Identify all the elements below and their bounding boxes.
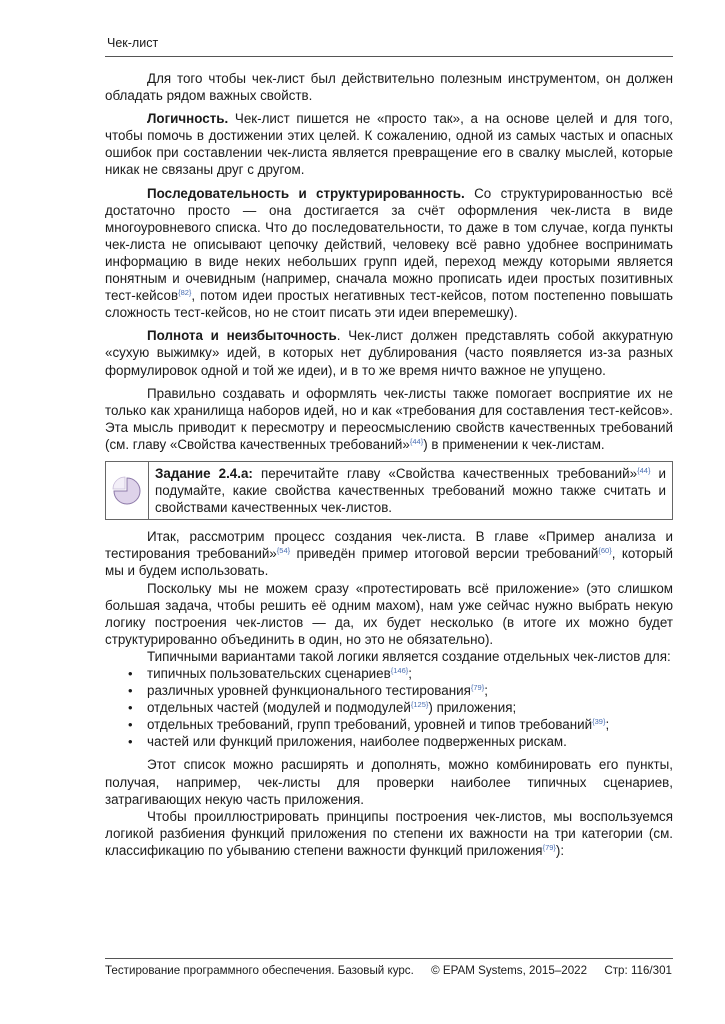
header-divider xyxy=(105,56,673,57)
task-text: Задание 2.4.a: перечитайте главу «Свойства качественных требований»$^{\{44\}}$ и подумайте, какие свойства качественных требований можно также считать и свойствами качественных чек-листов. xyxy=(155,465,667,516)
reference-link[interactable]: {54} xyxy=(276,546,291,556)
term-completeness: Полнота и неизбыточность xyxy=(147,328,337,344)
paragraph-extend: Этот список можно расширять и дополнять, можно комбинировать его пункты, получая, например, чек-листы для проверки наиболее типичных сценариев, затрагивающих некую часть приложения. xyxy=(105,757,673,807)
reference-link[interactable]: {146} xyxy=(390,666,409,675)
footer-divider xyxy=(105,958,673,959)
task-icon-cell xyxy=(106,462,149,519)
footer-book-title: Тестирование программного обеспечения. Базовый курс. xyxy=(105,964,414,977)
list-item: • отдельных частей (модулей и подмодулей$^{\{125\}}$) приложения; xyxy=(105,699,673,716)
paragraph-variants: Типичными вариантами такой логики является создание отдельных чек-листов для: xyxy=(147,648,671,664)
paragraph-logic: Логичность. Чек-лист пишется не «просто так», а на основе целей и для того, чтобы помочь в достижении этих целей. К сожалению, одной из самых частых и опасных ошибок при составлении чек-листа является превращение его в свалку мыслей, которые никак не связаны друг с другом. xyxy=(105,111,673,178)
task-box xyxy=(105,461,673,520)
list-item: • различных уровней функционального тестирования$^{\{79\}}$; xyxy=(105,682,673,699)
running-header: Чек-лист xyxy=(107,36,159,50)
list-item: • частей или функций приложения, наиболее подверженных рискам. xyxy=(105,733,673,750)
checklist-variants-list xyxy=(105,665,673,750)
term-sequence: Последовательность и структурированность. xyxy=(147,185,465,201)
reference-link[interactable]: {39} xyxy=(592,717,606,727)
list-item: • отдельных требований, групп требований, уровней и типов требований$^{\{39\}}$; xyxy=(105,716,673,733)
paragraph-sequence: Последовательность и структурированность. Со структурированностью всё достаточно просто — она достигается за счёт оформления чек-листа в виде многоуровневого списка. Что до последовательности, то даже в том случае, когда пункты чек-листа не описывают цепочку действий, человеку всё равно удобнее воспринимать информацию в виде неких небольших групп идей, переход между которыми является понятным и очевидным (например, сначала можно прописать идеи простых позитивных тест-кейсов$^{\{82\}}$, потом идеи простых негативных тест-кейсов, потом постепенно повышать сложность тест-кейсов, но не стоит писать эти идеи вперемешку). xyxy=(105,185,673,321)
reference-link[interactable]: {44} xyxy=(409,436,424,446)
list-item: • типичных пользовательских сценариев$^{\{146\}}$; xyxy=(105,665,673,682)
paragraph-logic-choice: Поскольку мы не можем сразу «протестировать всё приложение» (это слишком большая задача, чтобы решить её одним махом), нам уже сейчас нужно выбрать некую логику построения чек-листов — да, их будет несколько (в итоге их можно будет структурированно объединить в один, но это не обязательно). xyxy=(105,580,673,647)
page-footer xyxy=(105,964,672,977)
footer-copyright: © EPAM Systems, 2015–2022 xyxy=(431,964,588,977)
pie-chart-icon xyxy=(111,475,143,507)
page-body xyxy=(105,70,673,859)
paragraph-process: Итак, рассмотрим процесс создания чек-листа. В главе «Пример анализа и тестирования требований»$^{\{54\}}$ приведён пример итоговой версии требований$^{\{60\}}$, который мы и будем использовать. xyxy=(105,529,673,579)
reference-link[interactable]: {79} xyxy=(542,842,556,852)
paragraph-requirements: Правильно создавать и оформлять чек-листы также помогает восприятие их не только как хранилища наборов идей, но и как «требования для составления тест-кейсов». Эта мысль приводит к пересмотру и переосмыслению свойств качественных требований (см. главу «Свойства качественных требований»$^{\{44\}}$) в применении к чек-листам. xyxy=(105,385,673,452)
reference-link[interactable]: {60} xyxy=(598,546,612,556)
paragraph-illustrate: Чтобы проиллюстрировать принципы построения чек-листов, мы воспользуемся логикой разбиения функций приложения по степени их важности на три категории (см. классификацию по убыванию степени важности функций приложения$^{\{79\}}$): xyxy=(105,808,673,858)
term-logic: Логичность. xyxy=(147,111,229,127)
reference-link[interactable]: {79} xyxy=(470,683,485,693)
reference-link[interactable]: {44} xyxy=(637,465,651,475)
paragraph-completeness: Полнота и неизбыточность. Чек-лист должен представлять собой аккуратную «сухую выжимку» идей, в которых нет дублирования (часто появляется из-за разных формулировок одной и той же идеи), и в то же время ничто важное не упущено. xyxy=(105,328,673,378)
reference-link[interactable]: {125} xyxy=(410,700,429,710)
task-label: Задание 2.4.a: xyxy=(155,465,253,481)
paragraph-intro: Для того чтобы чек-лист был действительно полезным инструментом, он должен обладать рядом важных свойств. xyxy=(105,71,673,104)
page-number: Стр: 116/301 xyxy=(604,964,672,977)
reference-link[interactable]: {82} xyxy=(178,288,192,298)
